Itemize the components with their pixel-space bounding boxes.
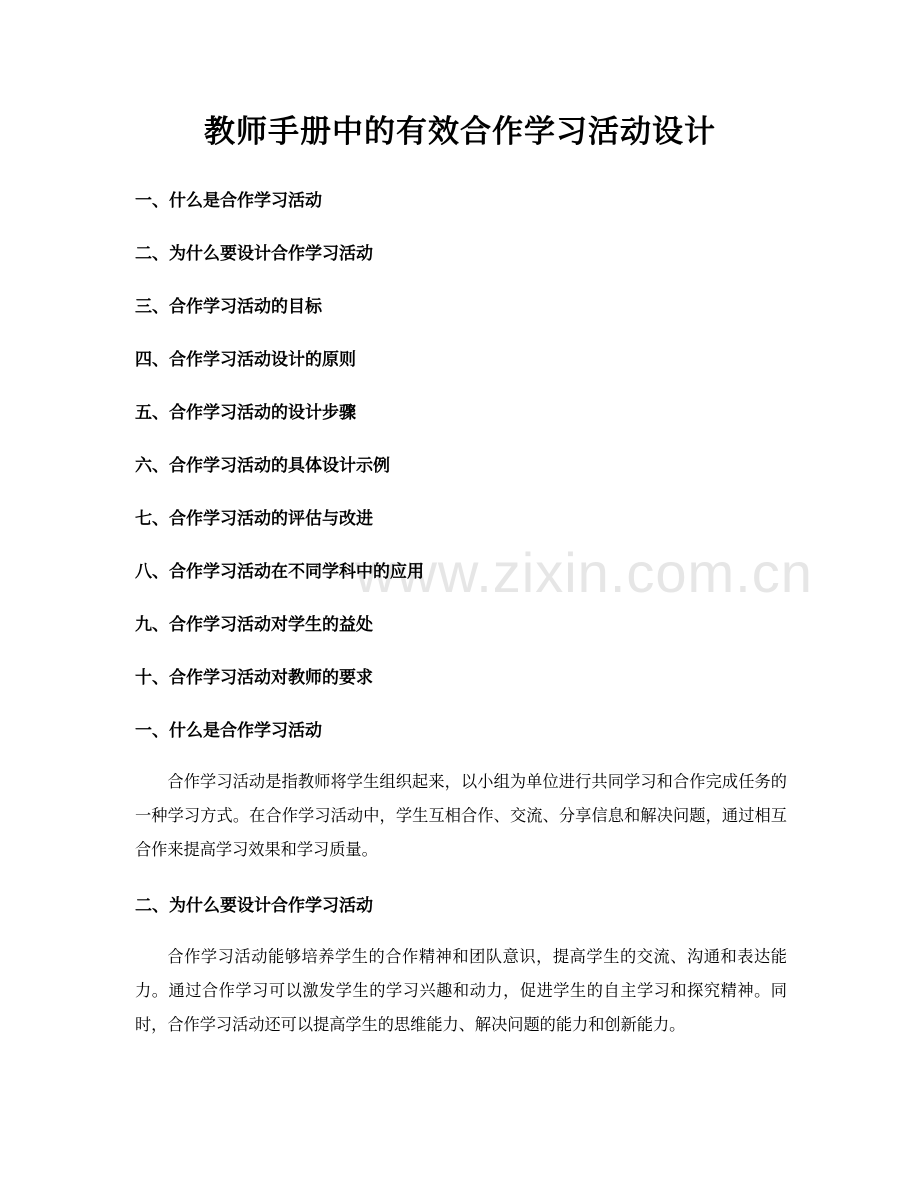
section-heading: 一、什么是合作学习活动 [135, 721, 322, 741]
watermark: www.zixin.com.cn [355, 541, 813, 604]
toc-item: 二、为什么要设计合作学习活动 [135, 244, 373, 264]
toc-item: 七、合作学习活动的评估与改进 [135, 509, 373, 529]
section-heading: 二、为什么要设计合作学习活动 [135, 896, 373, 916]
toc-item: 九、合作学习活动对学生的益处 [135, 615, 373, 635]
toc-item: 四、合作学习活动设计的原则 [135, 350, 356, 370]
toc-item: 五、合作学习活动的设计步骤 [135, 403, 356, 423]
toc-item: 十、合作学习活动对教师的要求 [135, 668, 373, 688]
section-paragraph: 合作学习活动能够培养学生的合作精神和团队意识，提高学生的交流、沟通和表达能力。通过合作学习可以激发学生的学习兴趣和动力，促进学生的自主学习和探究精神。同时，合作学习活动还可以提高学生的思维能力、解决问题的能力和创新能力。 [135, 947, 787, 1034]
document-title: 教师手册中的有效合作学习活动设计 [204, 114, 716, 150]
toc-item: 八、合作学习活动在不同学科中的应用 [135, 562, 424, 582]
section-paragraph: 合作学习活动是指教师将学生组织起来，以小组为单位进行共同学习和合作完成任务的一种学习方式。在合作学习活动中，学生互相合作、交流、分享信息和解决问题，通过相互合作来提高学习效果和学习质量。 [135, 772, 787, 859]
toc-item: 三、合作学习活动的目标 [135, 297, 322, 317]
toc-item: 六、合作学习活动的具体设计示例 [135, 456, 390, 476]
toc-item: 一、什么是合作学习活动 [135, 191, 322, 211]
table-of-contents [135, 186, 795, 716]
